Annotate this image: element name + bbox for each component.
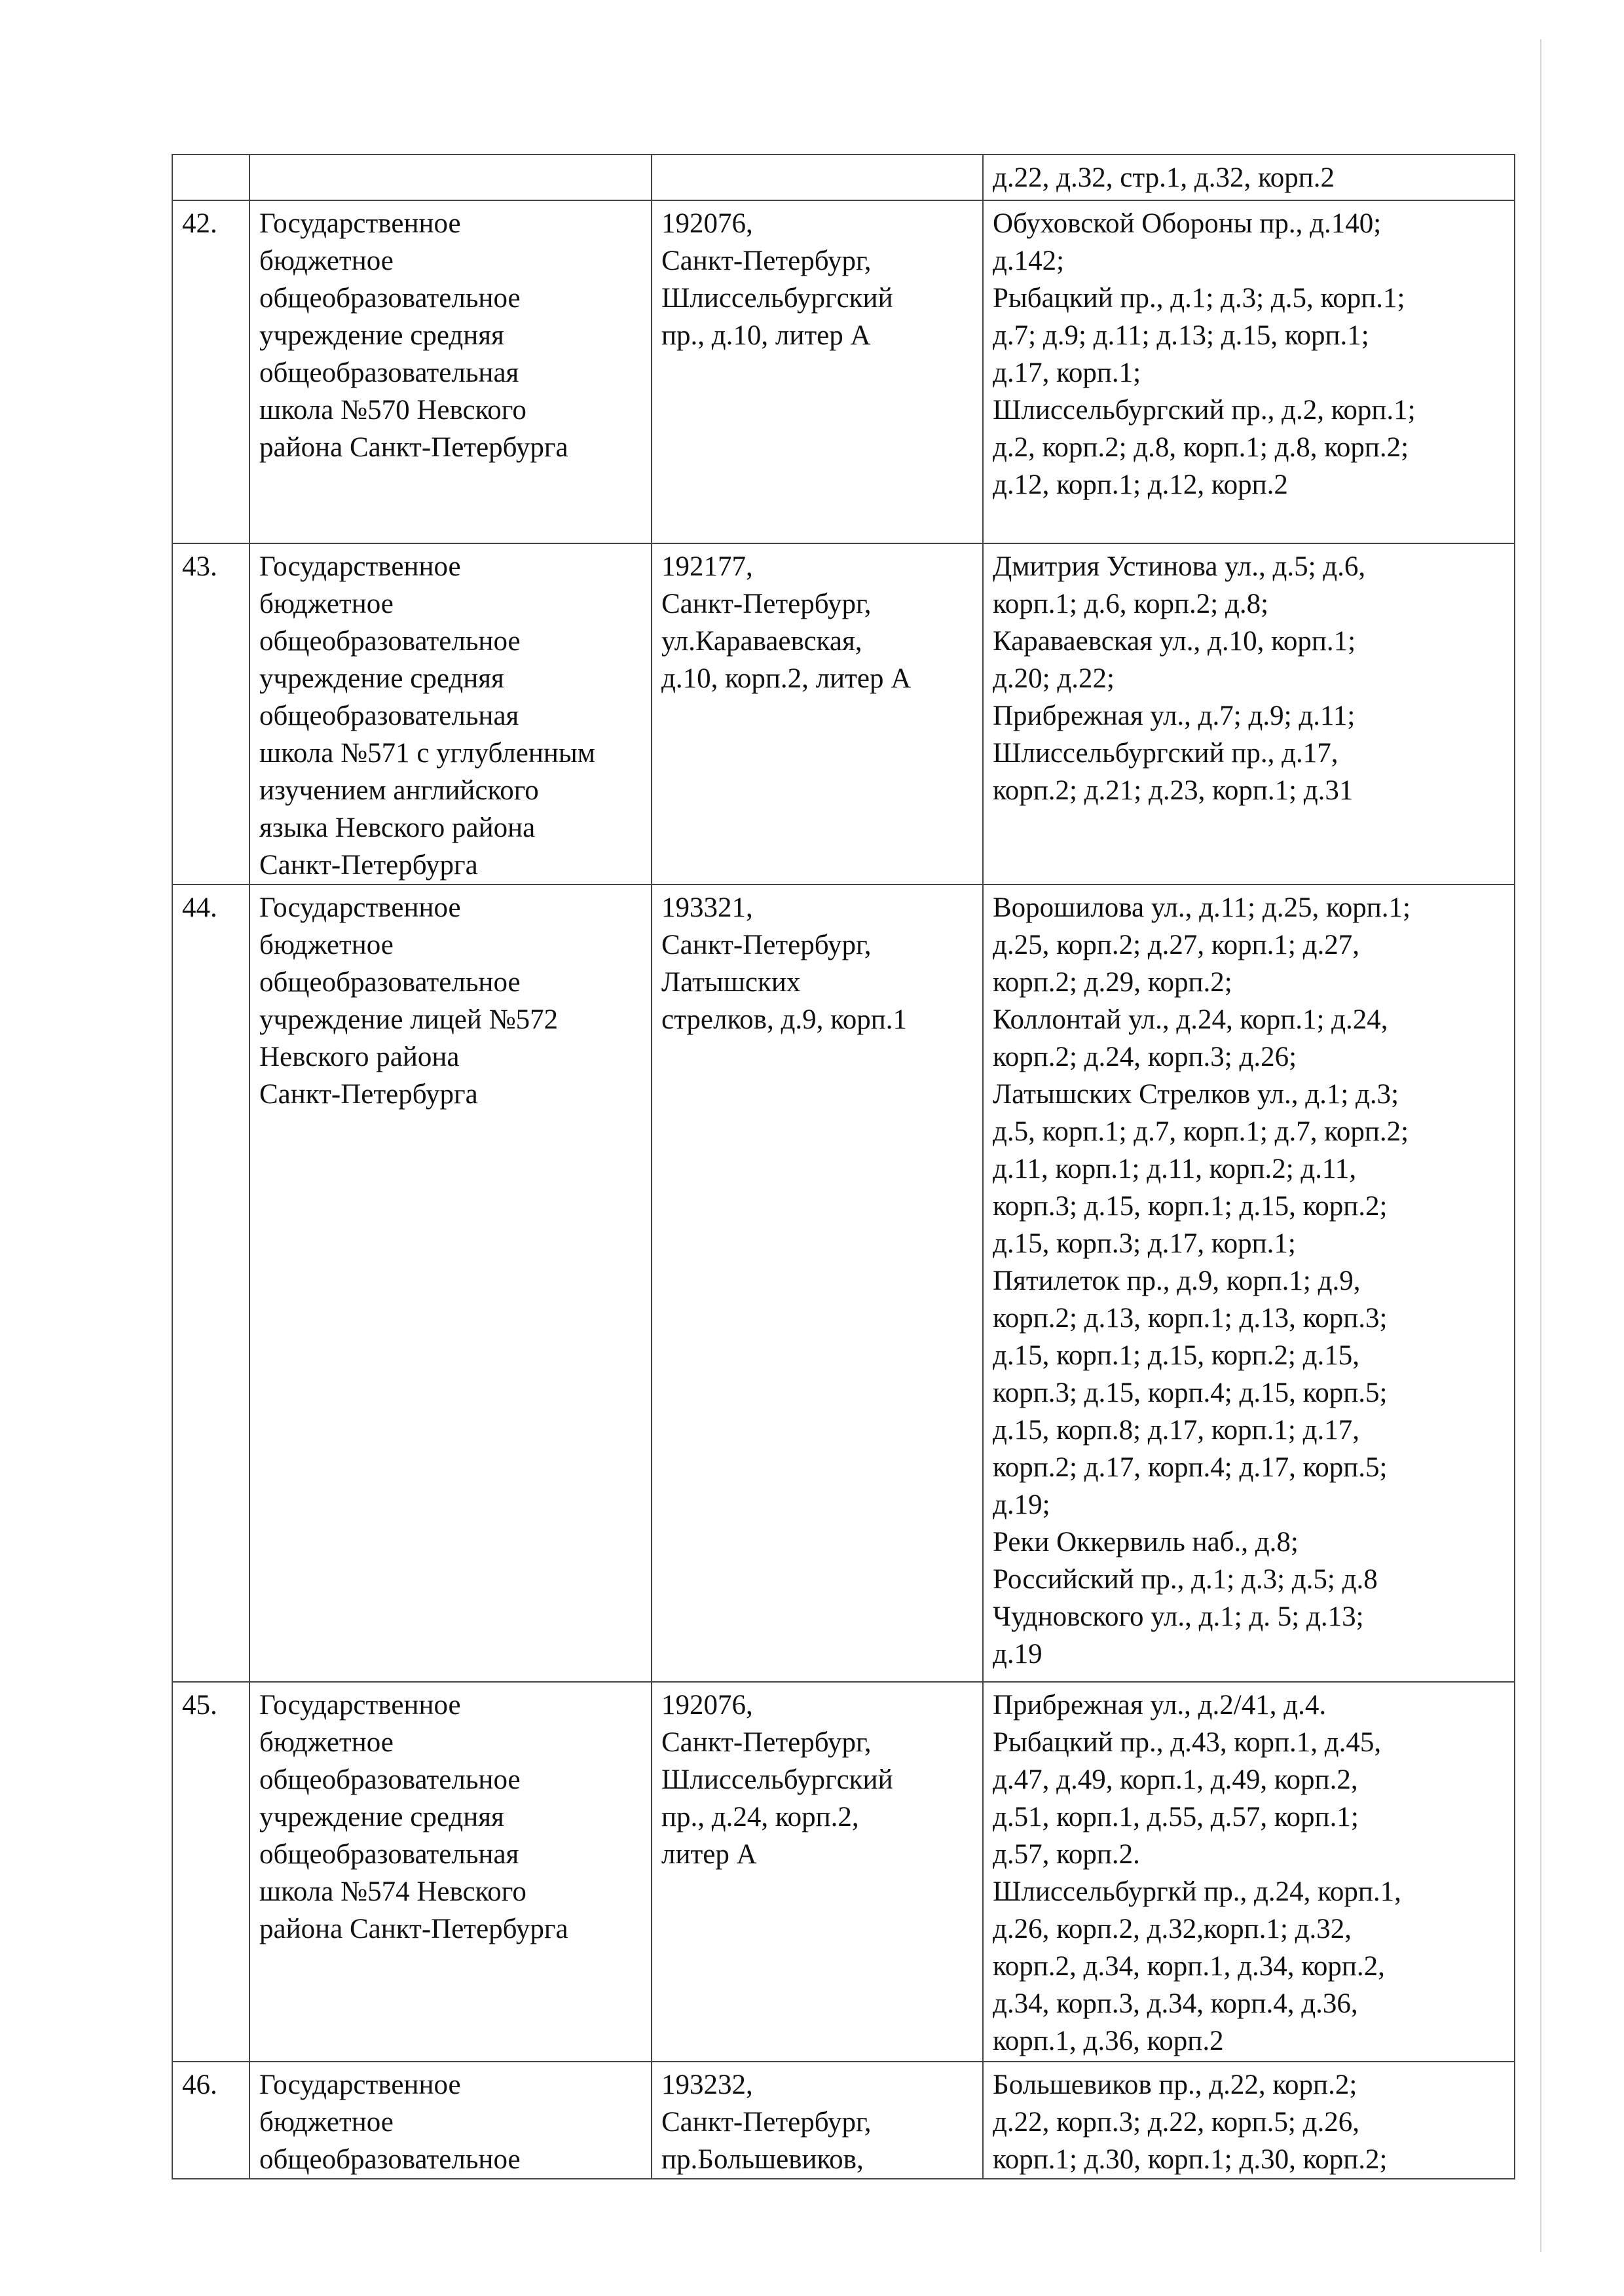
name-line: бюджетное — [259, 930, 394, 960]
area-line: д.47, д.49, корп.1, д.49, корп.2, — [993, 1764, 1358, 1795]
area-line: д.7; д.9; д.11; д.13; д.15, корп.1; — [993, 320, 1369, 351]
name-line: бюджетное — [259, 589, 394, 619]
name-line: общеобразовательная — [259, 701, 519, 731]
area-line: д.20; д.22; — [993, 663, 1115, 694]
name-line: школа №574 Невского — [259, 1876, 526, 1907]
cell-num: 46. — [172, 2062, 249, 2179]
cell-num — [172, 155, 249, 200]
area-line: д.5, корп.1; д.7, корп.1; д.7, корп.2; — [993, 1116, 1409, 1147]
cell-address — [652, 884, 983, 1682]
area-line: д.19 — [993, 1639, 1043, 1669]
address-line: литер А — [661, 1839, 757, 1870]
cell-name — [249, 155, 652, 200]
cell-address — [652, 2062, 983, 2179]
name-line: общеобразовательное — [259, 1764, 521, 1795]
area-line: Большевиков пр., д.22, корп.2; — [993, 2069, 1357, 2100]
name-line: общеобразовательная — [259, 1839, 519, 1870]
address-line: 193321, — [661, 892, 753, 923]
area-line: Российский пр., д.1; д.3; д.5; д.8 — [993, 1564, 1378, 1595]
address-line: пр., д.10, литер А — [661, 320, 871, 351]
cell-area — [983, 884, 1515, 1682]
cell-area — [983, 200, 1515, 543]
area-line: Чудновского ул., д.1; д. 5; д.13; — [993, 1601, 1364, 1632]
cell-name — [249, 200, 652, 543]
area-line: д.22, д.32, стр.1, д.32, корп.2 — [993, 162, 1335, 193]
table-body — [172, 155, 1515, 2179]
address-line: Санкт-Петербург, — [661, 1727, 872, 1758]
area-line: корп.3; д.15, корп.4; д.15, корп.5; — [993, 1377, 1388, 1408]
area-line: корп.2; д.29, корп.2; — [993, 967, 1232, 998]
area-line: корп.1; д.6, корп.2; д.8; — [993, 589, 1269, 619]
address-line: Шлиссельбургский — [661, 283, 893, 314]
cell-area — [983, 543, 1515, 884]
area-line: д.142; — [993, 246, 1065, 276]
address-line: 192076, — [661, 208, 753, 239]
address-line: 193232, — [661, 2069, 753, 2100]
area-line: Шлиссельбургкй пр., д.24, корп.1, — [993, 1876, 1401, 1907]
name-line: района Санкт-Петербурга — [259, 1914, 568, 1944]
cell-name — [249, 1682, 652, 2062]
cell-address — [652, 200, 983, 543]
name-line: Государственное — [259, 551, 461, 582]
name-line: Государственное — [259, 2069, 461, 2100]
area-line: д.2, корп.2; д.8, корп.1; д.8, корп.2; — [993, 432, 1409, 463]
name-line: района Санкт-Петербурга — [259, 432, 568, 463]
table-row — [172, 1682, 1515, 2062]
area-line: д.15, корп.3; д.17, корп.1; — [993, 1228, 1296, 1259]
area-line: корп.2, д.34, корп.1, д.34, корп.2, — [993, 1951, 1385, 1982]
area-line: Дмитрия Устинова ул., д.5; д.6, — [993, 551, 1366, 582]
name-line: изучением английского — [259, 775, 539, 806]
name-line: общеобразовательное — [259, 967, 521, 998]
cell-name — [249, 2062, 652, 2179]
area-line: корп.1; д.30, корп.1; д.30, корп.2; — [993, 2144, 1388, 2175]
address-line: ул.Караваевская, — [661, 626, 862, 657]
name-line: Государственное — [259, 208, 461, 239]
cell-area — [983, 1682, 1515, 2062]
area-line: д.11, корп.1; д.11, корп.2; д.11, — [993, 1154, 1357, 1184]
address-line: стрелков, д.9, корп.1 — [661, 1004, 908, 1035]
name-line: общеобразовательное — [259, 283, 521, 314]
area-line: д.22, корп.3; д.22, корп.5; д.26, — [993, 2107, 1359, 2138]
table-row — [172, 543, 1515, 884]
cell-num: 43. — [172, 543, 249, 884]
table-row-continuation — [172, 155, 1515, 200]
cell-area — [983, 155, 1515, 200]
name-line: школа №571 с углубленным — [259, 738, 595, 769]
area-line: Коллонтай ул., д.24, корп.1; д.24, — [993, 1004, 1388, 1035]
name-line: учреждение средняя — [259, 1802, 504, 1832]
table-row — [172, 884, 1515, 1682]
area-line: Пятилеток пр., д.9, корп.1; д.9, — [993, 1266, 1361, 1296]
area-line: д.57, корп.2. — [993, 1839, 1140, 1870]
area-line: д.25, корп.2; д.27, корп.1; д.27, — [993, 930, 1359, 960]
area-line: д.19; — [993, 1489, 1050, 1520]
name-line: общеобразовательная — [259, 357, 519, 388]
area-line: корп.2; д.17, корп.4; д.17, корп.5; — [993, 1452, 1388, 1483]
name-line: учреждение лицей №572 — [259, 1004, 559, 1035]
name-line: учреждение средняя — [259, 663, 504, 694]
cell-num: 45. — [172, 1682, 249, 2062]
area-line: Обуховской Обороны пр., д.140; — [993, 208, 1382, 239]
area-line: Прибрежная ул., д.7; д.9; д.11; — [993, 701, 1356, 731]
address-line: Санкт-Петербург, — [661, 2107, 872, 2138]
name-line: Санкт-Петербурга — [259, 1079, 478, 1110]
name-line: бюджетное — [259, 1727, 394, 1758]
table-row — [172, 2062, 1515, 2179]
name-line: Санкт-Петербурга — [259, 850, 478, 881]
area-line: Караваевская ул., д.10, корп.1; — [993, 626, 1356, 657]
name-line: бюджетное — [259, 246, 394, 276]
schools-table — [172, 154, 1515, 2179]
cell-num: 44. — [172, 884, 249, 1682]
area-line: Ворошилова ул., д.11; д.25, корп.1; — [993, 892, 1411, 923]
area-line: Шлиссельбургский пр., д.17, — [993, 738, 1338, 769]
area-line: Рыбацкий пр., д.43, корп.1, д.45, — [993, 1727, 1382, 1758]
area-line: Латышских Стрелков ул., д.1; д.3; — [993, 1079, 1399, 1110]
cell-num: 42. — [172, 200, 249, 543]
area-line: корп.3; д.15, корп.1; д.15, корп.2; — [993, 1191, 1388, 1222]
cell-name — [249, 543, 652, 884]
cell-address — [652, 155, 983, 200]
table-row — [172, 200, 1515, 543]
area-line: Прибрежная ул., д.2/41, д.4. — [993, 1690, 1327, 1721]
name-line: бюджетное — [259, 2107, 394, 2138]
address-line: 192076, — [661, 1690, 753, 1721]
address-line: Санкт-Петербург, — [661, 246, 872, 276]
cell-name — [249, 884, 652, 1682]
address-line: пр., д.24, корп.2, — [661, 1802, 859, 1832]
cell-address — [652, 1682, 983, 2062]
area-line: корп.2; д.13, корп.1; д.13, корп.3; — [993, 1303, 1388, 1334]
area-line: д.17, корп.1; — [993, 357, 1141, 388]
area-line: Шлиссельбургский пр., д.2, корп.1; — [993, 395, 1416, 426]
area-line: д.12, корп.1; д.12, корп.2 — [993, 469, 1288, 500]
address-line: пр.Большевиков, — [661, 2144, 864, 2175]
area-line: д.34, корп.3, д.34, корп.4, д.36, — [993, 1988, 1358, 2019]
address-line: 192177, — [661, 551, 753, 582]
area-line: корп.1, д.36, корп.2 — [993, 2026, 1224, 2056]
address-line: д.10, корп.2, литер А — [661, 663, 912, 694]
name-line: Невского района — [259, 1042, 460, 1072]
area-line: д.15, корп.1; д.15, корп.2; д.15, — [993, 1340, 1359, 1371]
area-line: корп.2; д.21; д.23, корп.1; д.31 — [993, 775, 1354, 806]
area-line: Реки Оккервиль наб., д.8; — [993, 1527, 1299, 1558]
area-line: д.15, корп.8; д.17, корп.1; д.17, — [993, 1415, 1359, 1446]
name-line: общеобразовательное — [259, 2144, 521, 2175]
cell-area — [983, 2062, 1515, 2179]
address-line: Шлиссельбургский — [661, 1764, 893, 1795]
name-line: общеобразовательное — [259, 626, 521, 657]
cell-address — [652, 543, 983, 884]
address-line: Санкт-Петербург, — [661, 589, 872, 619]
area-line: корп.2; д.24, корп.3; д.26; — [993, 1042, 1297, 1072]
address-line: Латышских — [661, 967, 801, 998]
scan-edge-mark — [1540, 39, 1541, 2252]
name-line: школа №570 Невского — [259, 395, 526, 426]
name-line: учреждение средняя — [259, 320, 504, 351]
name-line: Государственное — [259, 1690, 461, 1721]
name-line: языка Невского района — [259, 812, 536, 843]
area-line: Рыбацкий пр., д.1; д.3; д.5, корп.1; — [993, 283, 1405, 314]
area-line: д.51, корп.1, д.55, д.57, корп.1; — [993, 1802, 1359, 1832]
name-line: Государственное — [259, 892, 461, 923]
address-line: Санкт-Петербург, — [661, 930, 872, 960]
area-line: д.26, корп.2, д.32,корп.1; д.32, — [993, 1914, 1352, 1944]
